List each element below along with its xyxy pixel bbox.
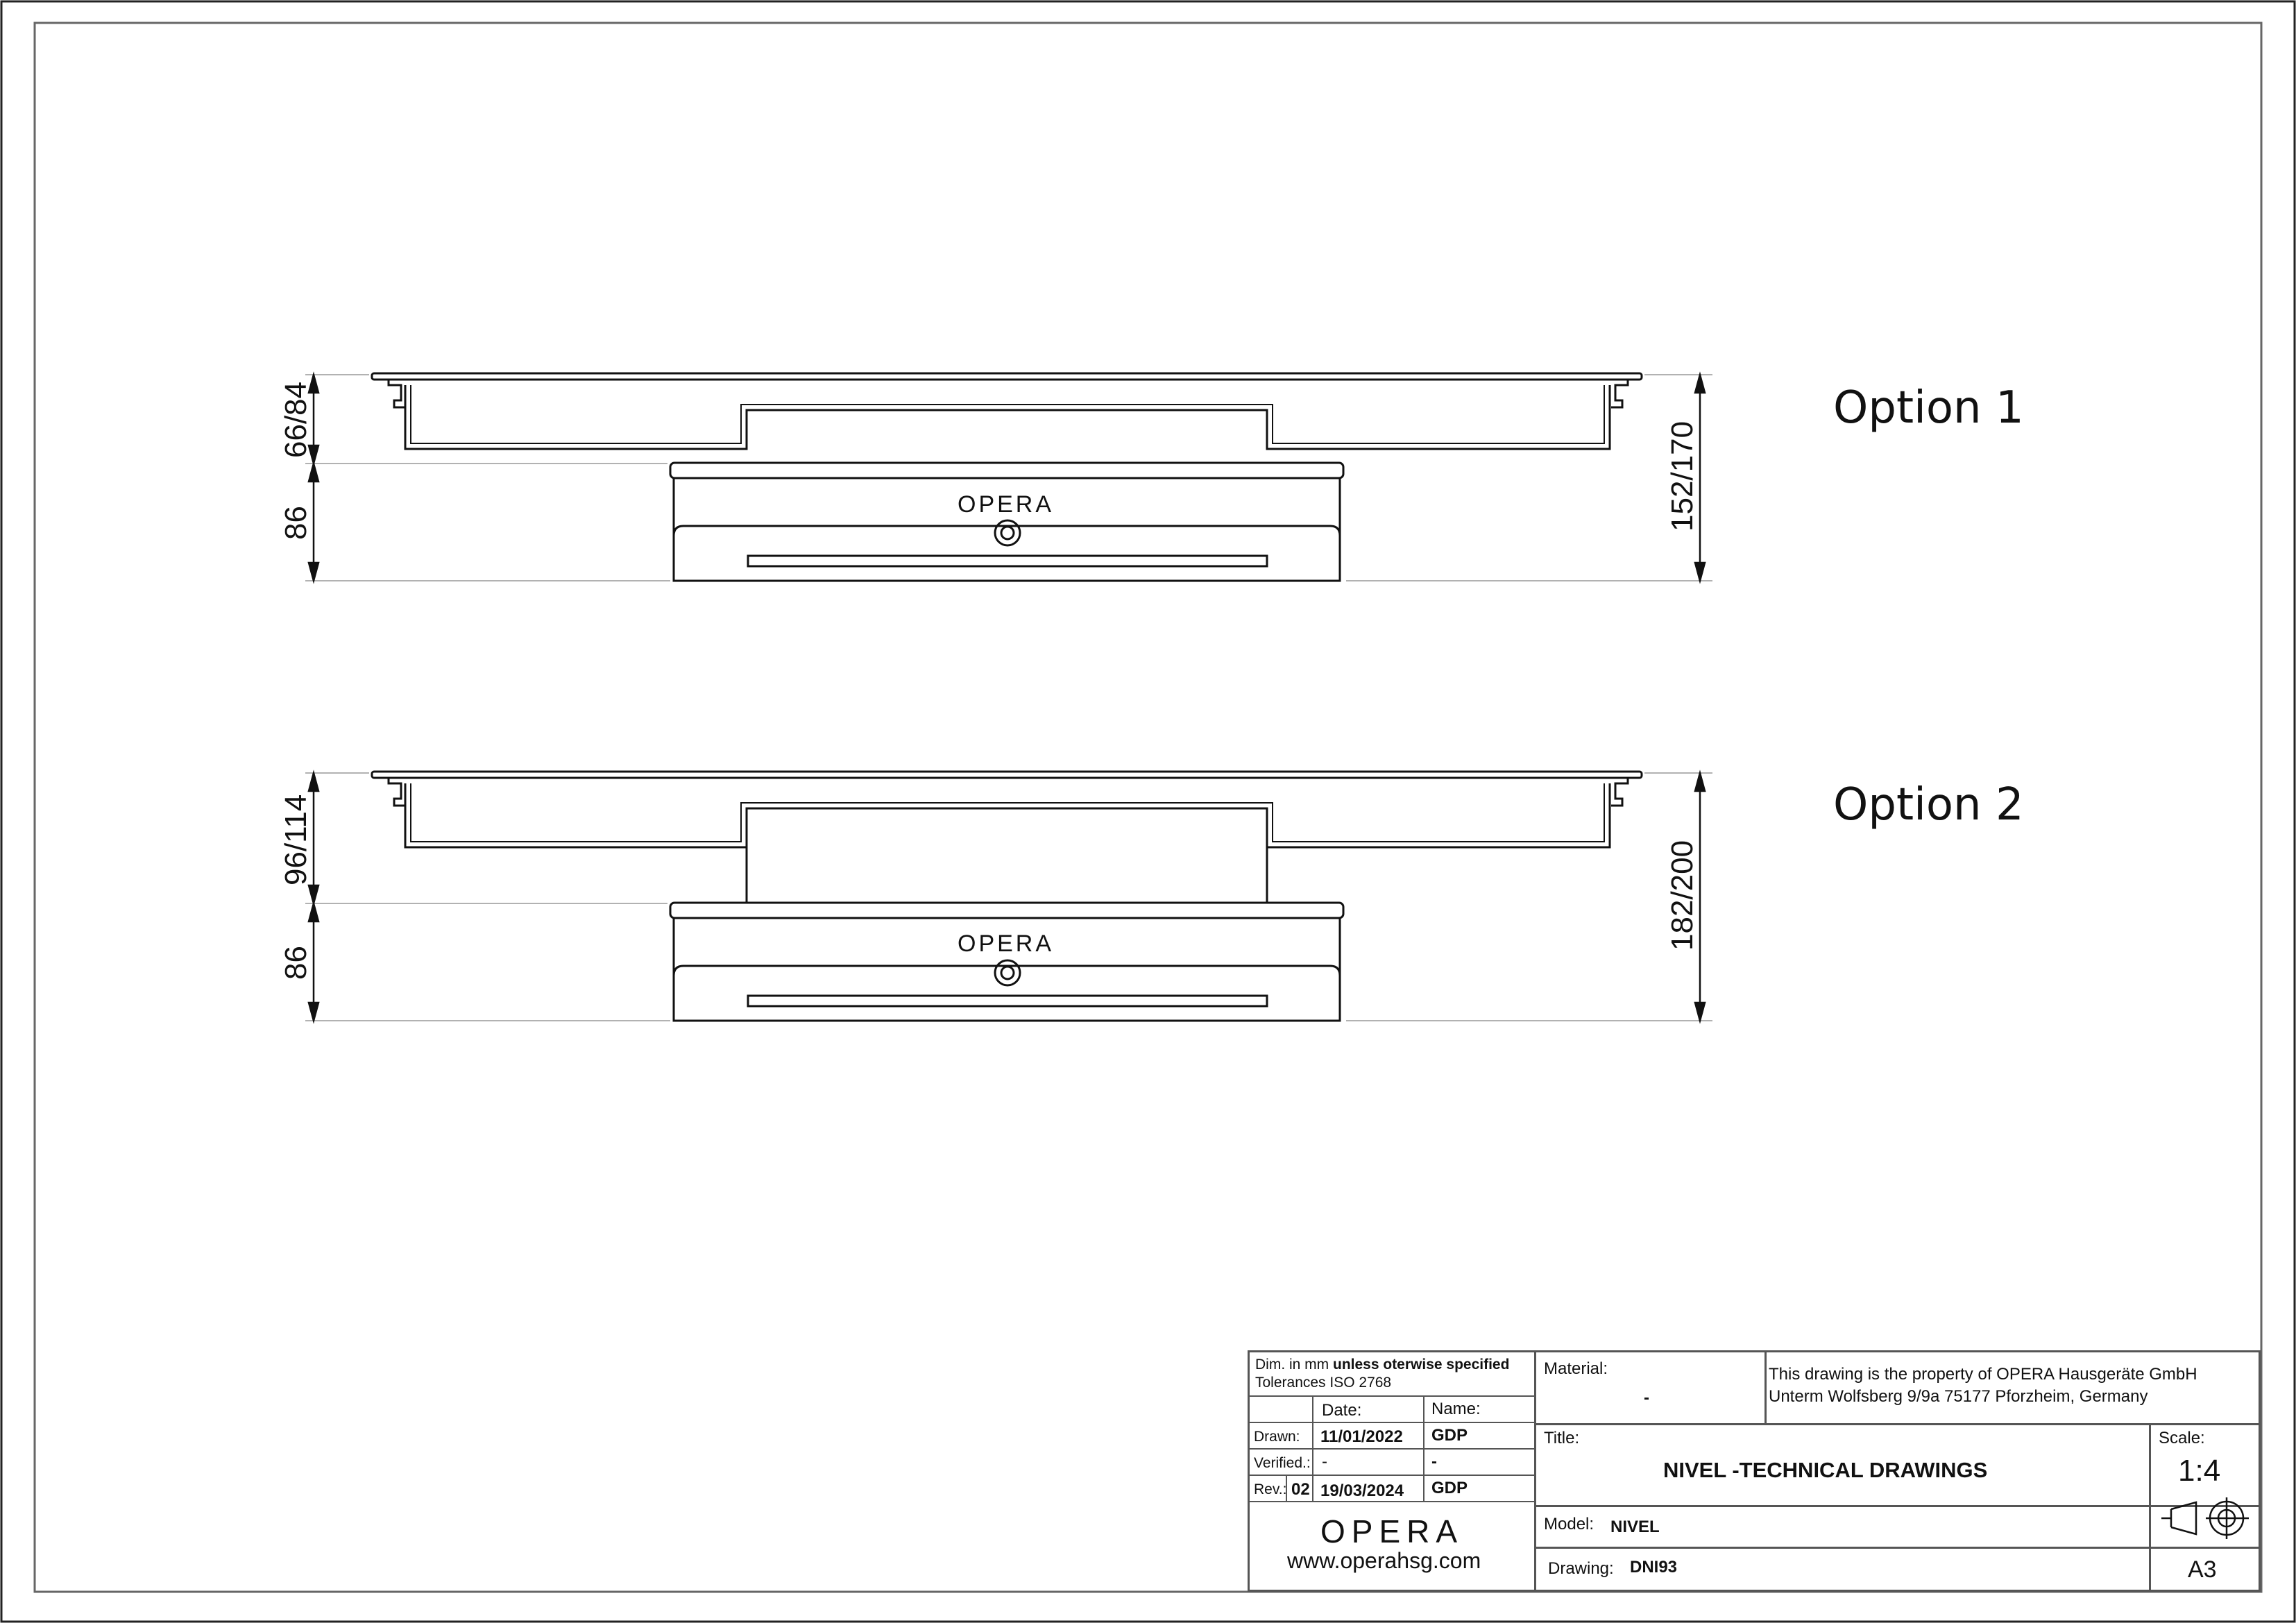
property-notice-line-1: This drawing is the property of OPERA Hausgeräte GmbH — [1769, 1365, 2197, 1384]
option-1-dim-upper: 66/84 — [279, 381, 313, 458]
model-value: NIVEL — [1610, 1518, 1660, 1536]
verified-date: - — [1322, 1452, 1327, 1471]
option-1-left-clip — [389, 380, 405, 407]
option-2-part-brand: OPERA — [958, 931, 1055, 957]
material-value: - — [1644, 1388, 1649, 1407]
scale-value: 1:4 — [2178, 1454, 2221, 1488]
option-1-label: Option 1 — [1833, 382, 2024, 434]
projection-symbol-icon — [2156, 1493, 2256, 1544]
scale-label: Scale: — [2159, 1429, 2205, 1447]
tolerances-note: Tolerances ISO 2768 — [1255, 1375, 1392, 1391]
title-label: Title: — [1544, 1429, 1580, 1447]
verified-label: Verified.: — [1254, 1455, 1311, 1471]
verified-name: - — [1431, 1452, 1437, 1471]
option-1-knob-inner — [1001, 527, 1014, 539]
option-2-extension-lines — [305, 773, 1712, 1021]
title-block — [1248, 1350, 2261, 1592]
drawing-number-label: Drawing: — [1548, 1559, 1614, 1578]
option-2-motor-cap — [670, 903, 1343, 918]
company-website: www.operahsg.com — [1287, 1548, 1481, 1573]
dims-note: Dim. in mm unless oterwise specified — [1255, 1357, 1510, 1373]
revision-number: 02 — [1291, 1480, 1310, 1499]
option-2-dim-lower: 86 — [279, 946, 313, 980]
option-1-tray-inner — [411, 385, 1604, 443]
option-2-glass-top — [372, 772, 1642, 778]
sheet-size: A3 — [2188, 1556, 2217, 1583]
revision-date: 19/03/2024 — [1320, 1481, 1404, 1500]
option-2-dimension-lines — [309, 773, 1705, 1021]
property-notice-line-2: Unterm Wolfsberg 9/9a 75177 Pforzheim, Germany — [1769, 1387, 2148, 1406]
option-1-tray-outline — [405, 385, 1610, 449]
option-1-dim-lower: 86 — [279, 506, 313, 540]
option-1-motor-cap — [670, 463, 1343, 478]
drawn-date: 11/01/2022 — [1320, 1427, 1403, 1446]
model-label: Model: — [1544, 1515, 1595, 1533]
option-1-drawing — [372, 373, 1642, 581]
option-2-filter-slot — [748, 996, 1267, 1006]
option-1-filter-slot — [748, 556, 1267, 566]
option-2-knob — [995, 960, 1020, 985]
option-1-right-clip — [1611, 380, 1628, 407]
option-2-drawing — [372, 772, 1642, 1021]
drawn-name: GDP — [1431, 1426, 1468, 1445]
option-1-dim-total: 152/170 — [1665, 420, 1699, 532]
option-2-extended-neck — [747, 847, 1267, 903]
option-2-dim-upper: 96/114 — [279, 794, 313, 885]
option-2-left-clip — [389, 778, 405, 806]
drawing-number-value: DNI93 — [1630, 1558, 1678, 1577]
option-1-glass-top — [372, 373, 1642, 380]
option-2-right-clip — [1611, 778, 1628, 806]
drawing-title: NIVEL -TECHNICAL DRAWINGS — [1663, 1458, 1988, 1482]
option-2-knob-inner — [1001, 967, 1014, 979]
option-2-dim-total: 182/200 — [1665, 840, 1699, 951]
option-2-tray-outline — [405, 783, 1610, 847]
date-column-header: Date: — [1322, 1401, 1362, 1420]
revision-label: Rev.: — [1254, 1481, 1287, 1497]
material-label: Material: — [1544, 1359, 1608, 1378]
option-2-tray-inner — [411, 783, 1604, 842]
company-logo: OPERA — [1320, 1513, 1464, 1549]
option-1-part-brand: OPERA — [958, 491, 1055, 518]
revision-name: GDP — [1431, 1479, 1468, 1497]
name-column-header: Name: — [1431, 1400, 1481, 1418]
option-2-label: Option 2 — [1833, 779, 2024, 831]
option-1-knob — [995, 520, 1020, 545]
drawn-label: Drawn: — [1254, 1429, 1300, 1445]
